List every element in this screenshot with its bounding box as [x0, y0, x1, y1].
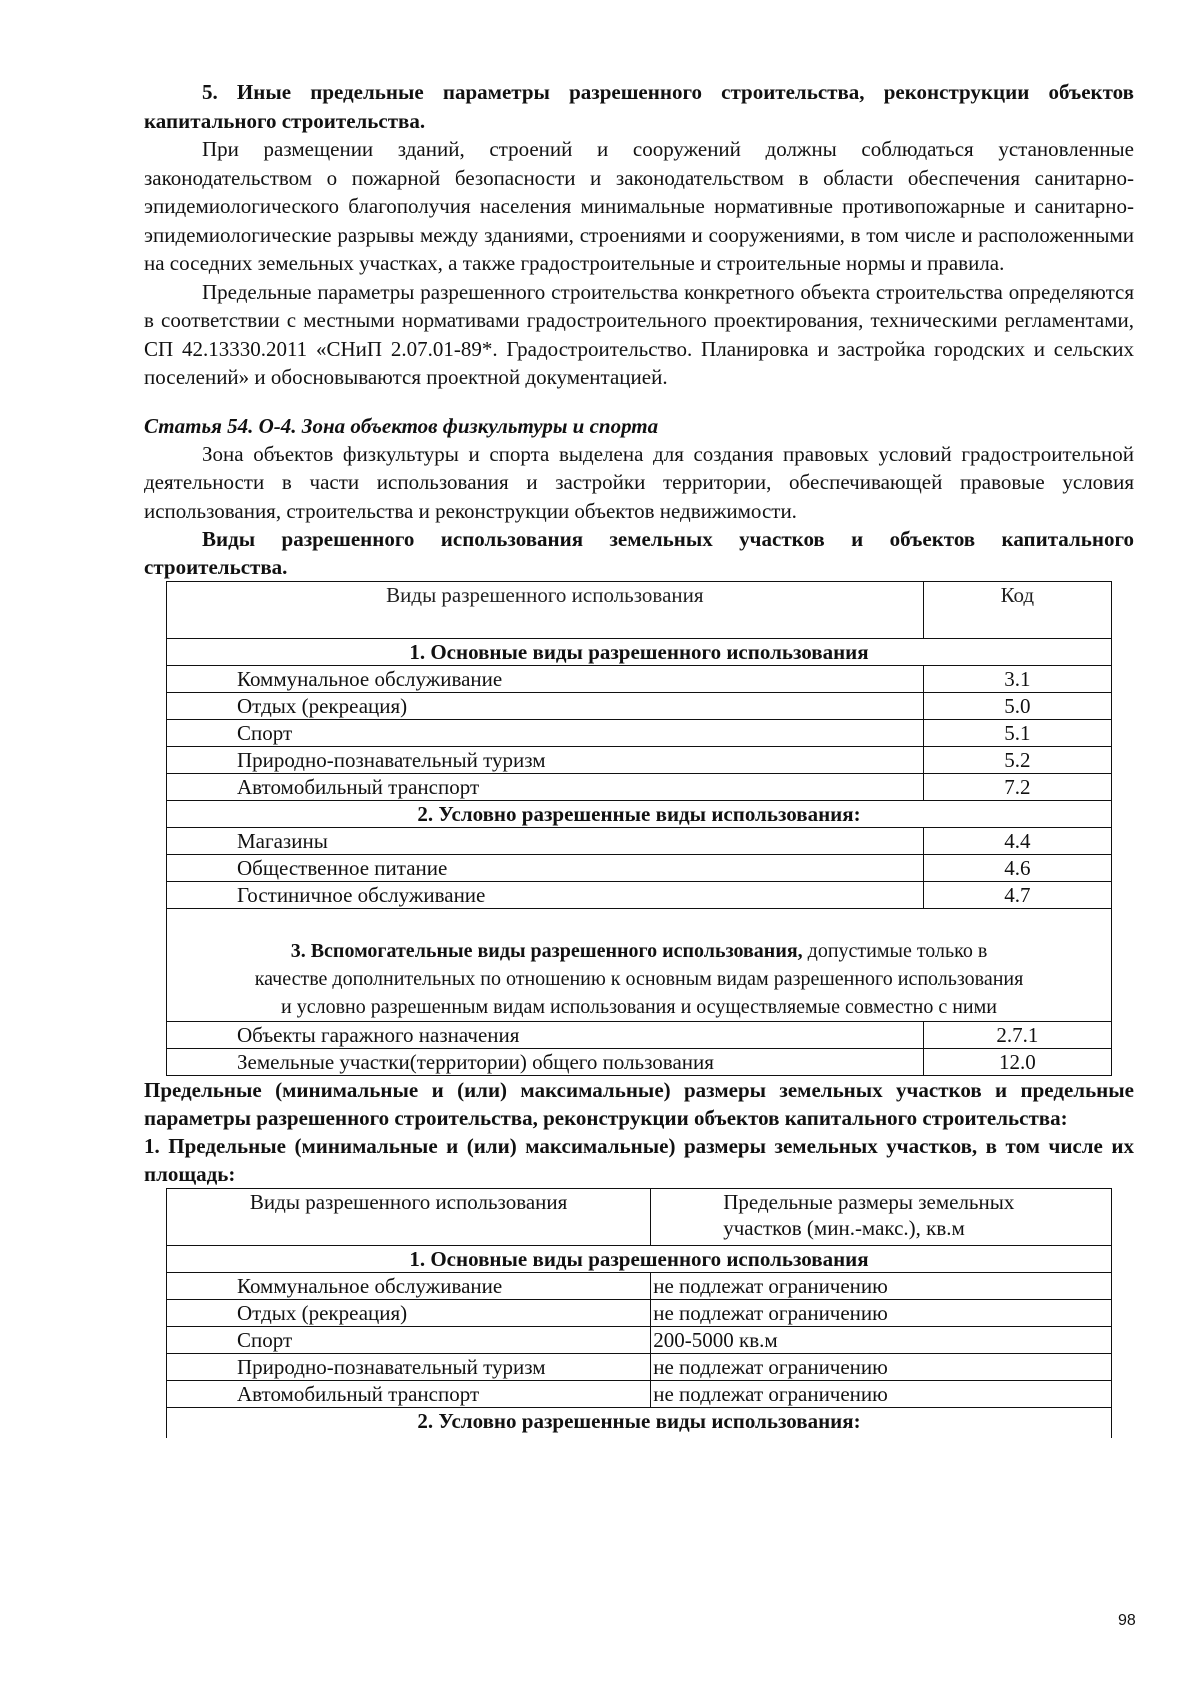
article-intro: Зона объектов физкультуры и спорта выделена для создания правовых условий градостроительной деятельности в части использования и застройки территории, обеспечивающей правовые условия использования, строительства и реконструкции объектов недвижимости.: [144, 441, 1134, 523]
article-title: Статья 54. О-4. Зона объектов физкультуры и спорта: [144, 413, 659, 438]
table-row: [167, 1049, 1112, 1076]
table-row: [167, 747, 1112, 774]
uses-section-1-label: 1. Основные виды разрешенного использования: [167, 639, 1112, 666]
use-name: Магазины: [167, 828, 924, 855]
use-code: 7.2: [923, 774, 1111, 801]
document-page: [144, 78, 1134, 1438]
use-name: Объекты гаражного назначения: [167, 1022, 924, 1049]
uses-table: [166, 581, 1112, 1076]
use-name: Отдых (рекреация): [167, 693, 924, 720]
uses-title: Виды разрешенного использования земельных участков и объектов капитального строительства.: [144, 527, 1134, 579]
use-name: Общественное питание: [167, 855, 924, 882]
sizes-table: [166, 1188, 1112, 1438]
use-name: Гостиничное обслуживание: [167, 882, 924, 909]
uses-section-3-line2: качестве дополнительных по отношению к основным видам разрешенного использования: [254, 968, 1024, 990]
size-value: не подлежат ограничению: [651, 1381, 1112, 1408]
table-row: [167, 720, 1112, 747]
use-code: 4.4: [923, 828, 1111, 855]
use-code: 4.7: [923, 882, 1111, 909]
size-value: не подлежат ограничению: [651, 1300, 1112, 1327]
sizes-section-2-label: 2. Условно разрешенные виды использования:: [167, 1408, 1112, 1439]
table-row: [167, 1273, 1112, 1300]
section5-heading: 5. Иные предельные параметры разрешенного строительства, реконструкции объектов капитального строительства.: [144, 80, 1134, 133]
use-name: Отдых (рекреация): [167, 1300, 651, 1327]
sizes-header-col2-line1: Предельные размеры земельных: [723, 1190, 1015, 1214]
use-code: 3.1: [923, 666, 1111, 693]
use-name: Коммунальное обслуживание: [167, 1273, 651, 1300]
uses-section-2-label: 2. Условно разрешенные виды использования:: [167, 801, 1112, 828]
size-value: не подлежат ограничению: [651, 1354, 1112, 1381]
sizes-header-col2-line2: участков (мин.-макс.), кв.м: [723, 1216, 965, 1240]
use-code: 5.0: [923, 693, 1111, 720]
table-row: [167, 1354, 1112, 1381]
use-name: Спорт: [167, 1327, 651, 1354]
table-row: [167, 882, 1112, 909]
uses-section-3-rest: допустимые только в: [802, 940, 988, 962]
sizes-section-1: [167, 1246, 1112, 1273]
table-row: [167, 1300, 1112, 1327]
use-name: Автомобильный транспорт: [167, 774, 924, 801]
use-name: Земельные участки(территории) общего пользования: [167, 1049, 924, 1076]
section5-paragraph-1: При размещении зданий, строений и сооружений должны соблюдаться установленные законодательством о пожарной безопасности и законодательством в области обеспечения санитарно-эпидемиологического благополучия населения минимальные нормативные противопожарные и санитарно-эпидемиологические разрывы между зданиями, строениями и сооружениями, в том числе и расположенными на соседних земельных участках, а также градостроительные и строительные нормы и правила.: [144, 137, 1134, 275]
use-name: Природно-познавательный туризм: [167, 747, 924, 774]
use-code: 12.0: [923, 1049, 1111, 1076]
uses-section-2: [167, 801, 1112, 828]
sizes-table-header: [167, 1189, 1112, 1246]
table-row: [167, 666, 1112, 693]
table-row: [167, 774, 1112, 801]
use-code: 2.7.1: [923, 1022, 1111, 1049]
size-value: не подлежат ограничению: [651, 1273, 1112, 1300]
uses-table-header: [167, 582, 1112, 639]
uses-section-3-bold: 3. Вспомогательные виды разрешенного использования,: [290, 940, 803, 962]
limits-title: Предельные (минимальные и (или) максимальные) размеры земельных участков и предельные параметры разрешенного строительства, реконструкции объектов капитального строительства:: [144, 1078, 1134, 1130]
use-name: Коммунальное обслуживание: [167, 666, 924, 693]
use-name: Автомобильный транспорт: [167, 1381, 651, 1408]
uses-section-3: [167, 909, 1112, 1022]
sizes-section-1-label: 1. Основные виды разрешенного использования: [167, 1246, 1112, 1273]
table-row: [167, 693, 1112, 720]
section5-paragraph-2: Предельные параметры разрешенного строительства конкретного объекта строительства определяются в соответствии с местными нормативами градостроительного проектирования, техническими регламентами, СП 42.13330.2011 «СНиП 2.07.01-89*. Градостроительство. Планировка и застройка городских и сельских поселений» и обосновываются проектной документацией.: [144, 279, 1134, 389]
sizes-header-col2: [651, 1189, 1112, 1246]
table-row: [167, 855, 1112, 882]
use-name: Природно-познавательный туризм: [167, 1354, 651, 1381]
use-code: 5.2: [923, 747, 1111, 774]
table-row: [167, 1327, 1112, 1354]
table-row: [167, 1022, 1112, 1049]
use-code: 4.6: [923, 855, 1111, 882]
sizes-header-col1: Виды разрешенного использования: [167, 1189, 651, 1246]
use-code: 5.1: [923, 720, 1111, 747]
use-name: Спорт: [167, 720, 924, 747]
sizes-section-2: [167, 1408, 1112, 1439]
table-row: [167, 1381, 1112, 1408]
page-number: 98: [1118, 1612, 1136, 1629]
limits-subtitle: 1. Предельные (минимальные и (или) максимальные) размеры земельных участков, в том числе их площадь:: [144, 1134, 1134, 1186]
uses-section-3-line3: и условно разрешенным видам использования и осуществляемые совместно с ними: [281, 996, 997, 1018]
uses-section-3-label: [167, 909, 1112, 1022]
uses-header-col2: Код: [923, 582, 1111, 639]
uses-header-col1: Виды разрешенного использования: [167, 582, 924, 639]
uses-section-1: [167, 639, 1112, 666]
size-value: 200-5000 кв.м: [651, 1327, 1112, 1354]
table-row: [167, 828, 1112, 855]
